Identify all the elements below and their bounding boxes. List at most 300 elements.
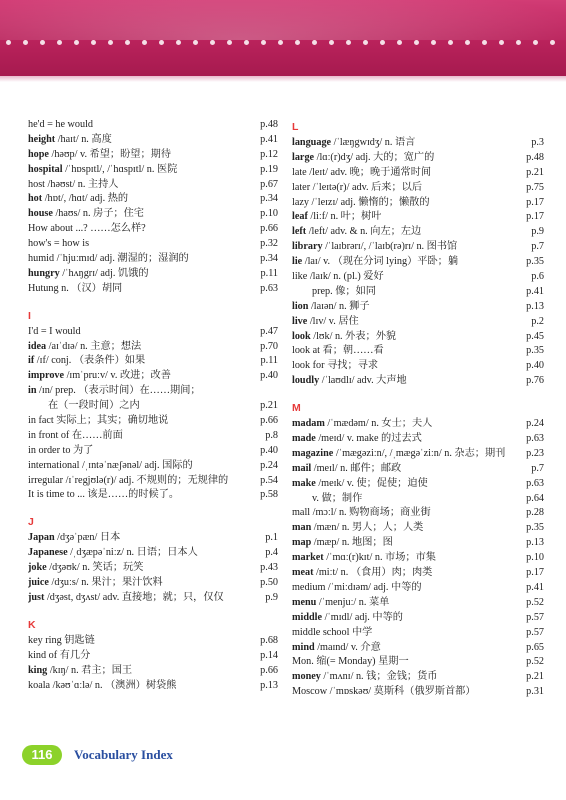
entry-headword: house (28, 208, 53, 220)
vocabulary-entry (292, 432, 544, 447)
entry-page-ref: p.64 (526, 492, 544, 504)
entry-page-ref: p.70 (260, 340, 278, 352)
entry-page-ref: p.48 (526, 151, 544, 163)
vocabulary-entry (28, 531, 278, 546)
entry-definition: /həʊp/ v. 希望；盼望；期待 (48, 148, 172, 160)
entry-page-ref: p.41 (526, 581, 544, 593)
entry-definition: look for 寻找；寻求 (292, 360, 379, 372)
entry-text (28, 282, 122, 297)
vocabulary-entry (28, 546, 278, 561)
entry-page-ref: p.17 (526, 567, 544, 579)
entry-headword: hot (28, 193, 43, 205)
entry-text (28, 252, 189, 267)
entry-page-ref: p.34 (260, 253, 278, 265)
vocabulary-entry (28, 369, 278, 384)
entry-page-ref: p.32 (260, 238, 278, 250)
entry-page-ref: p.11 (260, 355, 278, 367)
entry-headword: make (292, 477, 316, 489)
entry-text (28, 531, 120, 546)
entry-definition: 在（一段时间）之内 (48, 400, 140, 412)
entry-text (28, 133, 112, 148)
entry-page-ref: p.12 (260, 148, 278, 160)
vocabulary-entry (28, 634, 278, 649)
entry-text (292, 581, 422, 596)
entry-page-ref: p.63 (526, 433, 544, 445)
section-gap (28, 503, 278, 513)
vocabulary-entry (28, 649, 278, 664)
entry-definition: /meɪk/ v. 使；促使；迫使 (315, 477, 428, 489)
entry-definition: It is time to ... 该是……的时候了。 (28, 489, 180, 501)
entry-page-ref: p.50 (260, 577, 278, 589)
entry-page-ref: p.66 (260, 223, 278, 235)
entry-page-ref: p.43 (260, 562, 278, 574)
entry-headword: library (292, 241, 323, 253)
vocabulary-entry (292, 344, 544, 359)
entry-page-ref: p.31 (526, 686, 544, 698)
vocabulary-entry (292, 285, 544, 300)
entry-definition: /ˈlaɪbrərɪ/, /ˈlaɪb(rə)rɪ/ n. 图书馆 (322, 241, 458, 253)
entry-page-ref: p.35 (526, 345, 544, 357)
entry-text (292, 566, 432, 581)
entry-page-ref: p.13 (526, 537, 544, 549)
entry-definition: /ɪf/ conj. （表条件）如果 (34, 355, 146, 367)
entry-page-ref: p.19 (260, 163, 278, 175)
entry-definition: I'd = I would (28, 325, 81, 337)
vocabulary-entry (292, 417, 544, 432)
vocabulary-entry (292, 611, 544, 626)
entry-page-ref: p.9 (265, 591, 278, 603)
entry-definition: in front of 在……前面 (28, 429, 123, 441)
section-letter: J (28, 516, 34, 529)
entry-definition: /mæn/ n. 男人；人；人类 (311, 522, 424, 534)
entry-headword: map (292, 537, 312, 549)
vocabulary-entry (292, 670, 544, 685)
entry-text (28, 399, 140, 414)
entry-headword: juice (28, 577, 49, 589)
vocabulary-entry (28, 561, 278, 576)
entry-text (292, 210, 381, 225)
entry-definition: irregular /ɪˈregjʊlə(r)/ adj. 不规则的；无规律的 (28, 474, 229, 486)
vocabulary-entry (292, 225, 544, 240)
entry-text (292, 432, 422, 447)
entry-headword: leaf (292, 211, 308, 223)
section-gap (28, 297, 278, 307)
entry-definition: How about ...? ……怎么样? (28, 223, 146, 235)
vocabulary-entry (28, 207, 278, 222)
entry-text (292, 655, 409, 670)
vocabulary-entry (28, 178, 278, 193)
entry-definition: lazy /ˈleɪzɪ/ adj. 懒惰的；懒散的 (292, 196, 430, 208)
entry-page-ref: p.4 (265, 547, 278, 559)
section-gap (292, 389, 544, 399)
entry-definition: medium /ˈmiːdɪəm/ adj. 中等的 (292, 581, 422, 593)
entry-text (292, 536, 393, 551)
entry-text (292, 374, 407, 389)
vocabulary-entry (292, 210, 544, 225)
vocabulary-entry (292, 330, 544, 345)
entry-text (292, 330, 396, 345)
entry-text (28, 591, 224, 606)
entry-text (28, 634, 95, 649)
vocabulary-entry (292, 536, 544, 551)
entry-headword: hope (28, 148, 49, 160)
entry-page-ref: p.58 (260, 489, 278, 501)
vocabulary-entry (292, 641, 544, 656)
entry-text (292, 626, 372, 641)
entry-definition: key ring 钥匙链 (28, 634, 95, 646)
entry-page-ref: p.35 (526, 256, 544, 268)
entry-definition: later /ˈleɪtə(r)/ adv. 后来；以后 (292, 181, 423, 193)
entry-page-ref: p.17 (526, 196, 544, 208)
vocabulary-entry (28, 384, 278, 399)
entry-text (28, 237, 89, 252)
entry-page-ref: p.13 (260, 679, 278, 691)
vocabulary-entry (292, 300, 544, 315)
entry-page-ref: p.66 (260, 415, 278, 427)
entry-page-ref: p.76 (526, 375, 544, 387)
entry-definition: /ˈhʌŋgrɪ/ adj. 饥饿的 (59, 267, 149, 279)
entry-headword: meat (292, 567, 314, 579)
entry-definition: kind of 有几分 (28, 649, 91, 661)
entry-page-ref: p.13 (526, 300, 544, 312)
entry-headword: money (292, 671, 321, 683)
entry-headword: hungry (28, 267, 60, 279)
vocabulary-entry (28, 664, 278, 679)
entry-definition: /dʒuːs/ n. 果汁；果汁饮料 (48, 577, 163, 589)
entry-definition: /dʒəʊk/ n. 笑话；玩笑 (46, 562, 144, 574)
entry-page-ref: p.2 (531, 315, 544, 327)
vocabulary-entry (292, 166, 544, 181)
entry-text (28, 148, 171, 163)
entry-definition: in order to 为了 (28, 444, 94, 456)
entry-page-ref: p.24 (260, 459, 278, 471)
vocabulary-entry (292, 255, 544, 270)
entry-page-ref: p.54 (260, 474, 278, 486)
entry-headword: improve (28, 370, 65, 382)
entry-text (28, 664, 132, 679)
vocabulary-entry (292, 685, 544, 700)
entry-page-ref: p.45 (526, 330, 544, 342)
entry-text (28, 444, 93, 459)
entry-text (28, 178, 119, 193)
entry-definition: /laɪ/ v. （现在分词 lying）平卧；躺 (302, 256, 459, 268)
entry-text (292, 181, 422, 196)
entry-page-ref: p.11 (260, 267, 278, 279)
entry-text (292, 300, 370, 315)
vocabulary-entry (28, 118, 278, 133)
entry-text (292, 462, 401, 477)
entry-headword: idea (28, 340, 47, 352)
entry-text (28, 474, 228, 489)
vocabulary-entry (28, 429, 278, 444)
entry-text (28, 163, 177, 178)
vocabulary-entry (28, 576, 278, 591)
entry-text (292, 196, 430, 211)
entry-text (292, 611, 403, 626)
entry-page-ref: p.8 (265, 429, 278, 441)
entry-page-ref: p.52 (526, 596, 544, 608)
header-banner (0, 0, 566, 76)
entry-page-ref: p.6 (531, 271, 544, 283)
entry-text (28, 384, 201, 399)
vocabulary-entry (28, 474, 278, 489)
entry-page-ref: p.10 (526, 552, 544, 564)
entry-headword: just (28, 591, 45, 603)
entry-headword: joke (28, 562, 47, 574)
entry-headword: look (292, 330, 311, 342)
entry-page-ref: p.21 (526, 166, 544, 178)
vocabulary-entry (28, 679, 278, 694)
entry-definition: /mæp/ n. 地图；图 (311, 537, 393, 549)
vocabulary-column-left (28, 118, 278, 693)
entry-definition: /ˈmægəziːn/, /ˌmægəˈziːn/ n. 杂志；期刊 (333, 447, 506, 459)
banner-dots (6, 40, 566, 45)
entry-definition: /hɒt/, /hɑt/ adj. 热的 (42, 193, 129, 205)
vocabulary-entry (292, 506, 544, 521)
vocabulary-entry (28, 237, 278, 252)
entry-headword: height (28, 133, 56, 145)
entry-text (292, 551, 436, 566)
footer-title: Vocabulary Index (74, 747, 173, 762)
entry-definition: /haɪt/ n. 高度 (55, 133, 112, 145)
section-letter: L (292, 121, 299, 133)
vocabulary-entry (292, 315, 544, 330)
vocabulary-entry (292, 181, 544, 196)
entry-headword: madam (292, 418, 325, 430)
vocabulary-entry (292, 596, 544, 611)
vocabulary-entry (292, 462, 544, 477)
entry-headword: Japan (28, 532, 55, 544)
vocabulary-entry (28, 399, 278, 414)
entry-page-ref: p.1 (265, 532, 278, 544)
entry-text (28, 354, 145, 369)
entry-text (28, 207, 144, 222)
entry-definition: /kɪŋ/ n. 君主；国王 (47, 664, 133, 676)
entry-headword: lie (292, 256, 303, 268)
entry-definition: /ɪmˈpruːv/ v. 改进；改善 (64, 370, 171, 382)
entry-definition: /meɪd/ v. make 的过去式 (315, 433, 422, 445)
entry-page-ref: p.7 (531, 241, 544, 253)
entry-page-ref: p.3 (531, 137, 544, 148)
entry-page-ref: p.66 (260, 664, 278, 676)
entry-headword: if (28, 355, 35, 367)
entry-page-ref: p.67 (260, 178, 278, 190)
vocabulary-entry (292, 655, 544, 670)
vocabulary-entry (28, 222, 278, 237)
entry-text (292, 685, 476, 700)
entry-page-ref: p.52 (526, 656, 544, 668)
entry-definition: /ˈmenjuː/ n. 菜单 (316, 596, 390, 608)
vocabulary-entry (28, 459, 278, 474)
entry-headword: middle (292, 611, 323, 623)
entry-page-ref: p.57 (526, 611, 544, 623)
vocabulary-column-right (292, 118, 544, 700)
entry-definition: /ˈlæŋgwɪdʒ/ n. 语言 (331, 137, 416, 148)
entry-definition: host /həʊst/ n. 主持人 (28, 178, 119, 190)
entry-headword: left (292, 226, 307, 238)
entry-headword: man (292, 522, 312, 534)
entry-definition: he'd = he would (28, 119, 94, 130)
section-letter: I (28, 309, 31, 322)
entry-text (292, 492, 362, 507)
entry-definition: /dʒəst, dʒʌst/ adv. 直接地；就；只，仅仅 (44, 591, 224, 603)
entry-definition: /meɪl/ n. 邮件；邮政 (311, 462, 402, 474)
entry-page-ref: p.65 (526, 641, 544, 653)
entry-text (28, 679, 176, 694)
vocabulary-entry (292, 151, 544, 166)
entry-definition: /lʊk/ n. 外表；外貌 (310, 330, 397, 342)
entry-text (28, 459, 193, 474)
entry-text (28, 340, 141, 355)
entry-headword: market (292, 552, 324, 564)
entry-text (292, 151, 434, 166)
entry-page-ref: p.17 (526, 211, 544, 223)
entry-text (28, 192, 128, 207)
entry-text (28, 429, 123, 444)
entry-text (28, 267, 149, 282)
entry-headword: menu (292, 596, 317, 608)
entry-text (292, 166, 431, 181)
entry-text (292, 521, 423, 536)
vocabulary-entry (292, 566, 544, 581)
entry-text (292, 270, 384, 285)
entry-page-ref: p.41 (260, 133, 278, 145)
entry-text (292, 240, 457, 255)
vocabulary-entry (292, 626, 544, 641)
entry-definition: middle school 中学 (292, 626, 373, 638)
entry-definition: /ˈmædəm/ n. 女士；夫人 (324, 418, 433, 430)
vocabulary-entry (292, 447, 544, 462)
vocabulary-entry (292, 240, 544, 255)
vocabulary-entry (28, 252, 278, 267)
section-gap (28, 606, 278, 616)
vocabulary-entry (292, 477, 544, 492)
entry-page-ref: p.40 (260, 370, 278, 382)
entry-page-ref: p.9 (531, 226, 544, 238)
entry-headword: magazine (292, 447, 334, 459)
entry-definition: Moscow /ˈmɒskəʊ/ 莫斯科（俄罗斯首都） (292, 686, 476, 698)
entry-definition: /left/ adv. & n. 向左；左边 (306, 226, 422, 238)
entry-text (292, 136, 415, 151)
vocabulary-entry (28, 444, 278, 459)
entry-definition: /laɪən/ n. 狮子 (308, 300, 370, 312)
entry-headword: loudly (292, 375, 320, 387)
entry-definition: in fact 实际上；其实；确切地说 (28, 415, 169, 427)
vocabulary-entry (292, 492, 544, 507)
vocabulary-entry (28, 354, 278, 369)
section-letter: M (292, 402, 301, 415)
entry-definition: mall /mɔːl/ n. 购物商场；商业街 (292, 507, 431, 519)
vocabulary-entry (28, 325, 278, 340)
entry-definition: /dʒəˈpæn/ 日本 (54, 532, 121, 544)
entry-text (28, 222, 146, 237)
entry-definition: Mon. 缩(= Monday) 星期一 (292, 656, 409, 668)
entry-definition: /ˈlaʊdlɪ/ adv. 大声地 (319, 375, 407, 387)
entry-text (28, 118, 93, 133)
entry-page-ref: p.63 (526, 477, 544, 489)
entry-headword: large (292, 151, 315, 163)
banner-fade (0, 76, 566, 82)
entry-page-ref: p.40 (526, 360, 544, 372)
vocabulary-entry (28, 414, 278, 429)
vocabulary-entry (28, 488, 278, 503)
vocabulary-entry (292, 136, 544, 151)
entry-text (292, 477, 428, 492)
entry-definition: how's = how is (28, 238, 90, 250)
entry-text (28, 649, 90, 664)
entry-page-ref: p.35 (526, 522, 544, 534)
entry-page-ref: p.21 (260, 400, 278, 412)
entry-page-ref: p.68 (260, 634, 278, 646)
entry-definition: /maɪnd/ v. 介意 (314, 641, 381, 653)
vocabulary-entry (28, 340, 278, 355)
entry-headword: hospital (28, 163, 63, 175)
entry-page-ref: p.21 (526, 671, 544, 683)
entry-headword: Japanese (28, 547, 68, 559)
entry-definition: /ˈhɒspɪtl/, /ˈhɑspɪtl/ n. 医院 (62, 163, 178, 175)
vocabulary-entry (28, 133, 278, 148)
entry-page-ref: p.7 (531, 462, 544, 474)
entry-headword: king (28, 664, 48, 676)
entry-definition: koala /kəʊˈɑːlə/ n. （澳洲）树袋熊 (28, 679, 177, 691)
entry-definition: international /ˌɪntəˈnæʃənəl/ adj. 国际的 (28, 459, 193, 471)
vocabulary-entry (28, 148, 278, 163)
entry-text (292, 641, 381, 656)
vocabulary-entry (292, 374, 544, 389)
entry-definition: /ˈmɪdl/ adj. 中等的 (322, 611, 403, 623)
entry-text (292, 670, 437, 685)
entry-text (292, 359, 378, 374)
entry-text (28, 414, 168, 429)
vocabulary-entry (292, 359, 544, 374)
entry-page-ref: p.75 (526, 181, 544, 193)
entry-definition: /aɪˈdɪə/ n. 主意；想法 (46, 340, 142, 352)
entry-headword: mind (292, 641, 315, 653)
entry-definition: v. 做；制作 (312, 492, 363, 504)
entry-text (28, 369, 171, 384)
entry-definition: look at 看；朝……看 (292, 345, 384, 357)
vocabulary-entry (292, 196, 544, 211)
entry-page-ref: p.48 (260, 119, 278, 130)
page-number-badge: 116 (22, 745, 62, 765)
entry-definition: /ɪn/ prep. （表示时间）在……期间； (36, 385, 201, 397)
entry-text (292, 447, 505, 462)
entry-text (292, 225, 421, 240)
entry-text (292, 417, 432, 432)
entry-text (292, 255, 458, 270)
vocabulary-entry (292, 581, 544, 596)
entry-definition: /ˌdʒæpəˈniːz/ n. 日语；日本人 (67, 547, 198, 559)
entry-definition: /haʊs/ n. 房子；住宅 (52, 208, 144, 220)
entry-text (28, 561, 143, 576)
entry-headword: in (28, 385, 37, 397)
entry-page-ref: p.34 (260, 193, 278, 205)
entry-definition: /lɪv/ v. 居住 (307, 315, 359, 327)
vocabulary-entry (28, 192, 278, 207)
entry-text (28, 576, 163, 591)
entry-page-ref: p.14 (260, 649, 278, 661)
vocabulary-entry (292, 270, 544, 285)
entry-definition: /miːt/ n. （食用）肉；肉类 (313, 567, 433, 579)
entry-text (292, 285, 376, 300)
vocabulary-entry (292, 521, 544, 536)
entry-text (292, 344, 384, 359)
entry-definition: /ˈmʌnɪ/ n. 钱；金钱；货币 (320, 671, 438, 683)
entry-page-ref: p.23 (526, 447, 544, 459)
entry-definition: Hutung n. （汉）胡同 (28, 282, 123, 294)
entry-page-ref: p.57 (526, 626, 544, 638)
vocabulary-entry (28, 163, 278, 178)
